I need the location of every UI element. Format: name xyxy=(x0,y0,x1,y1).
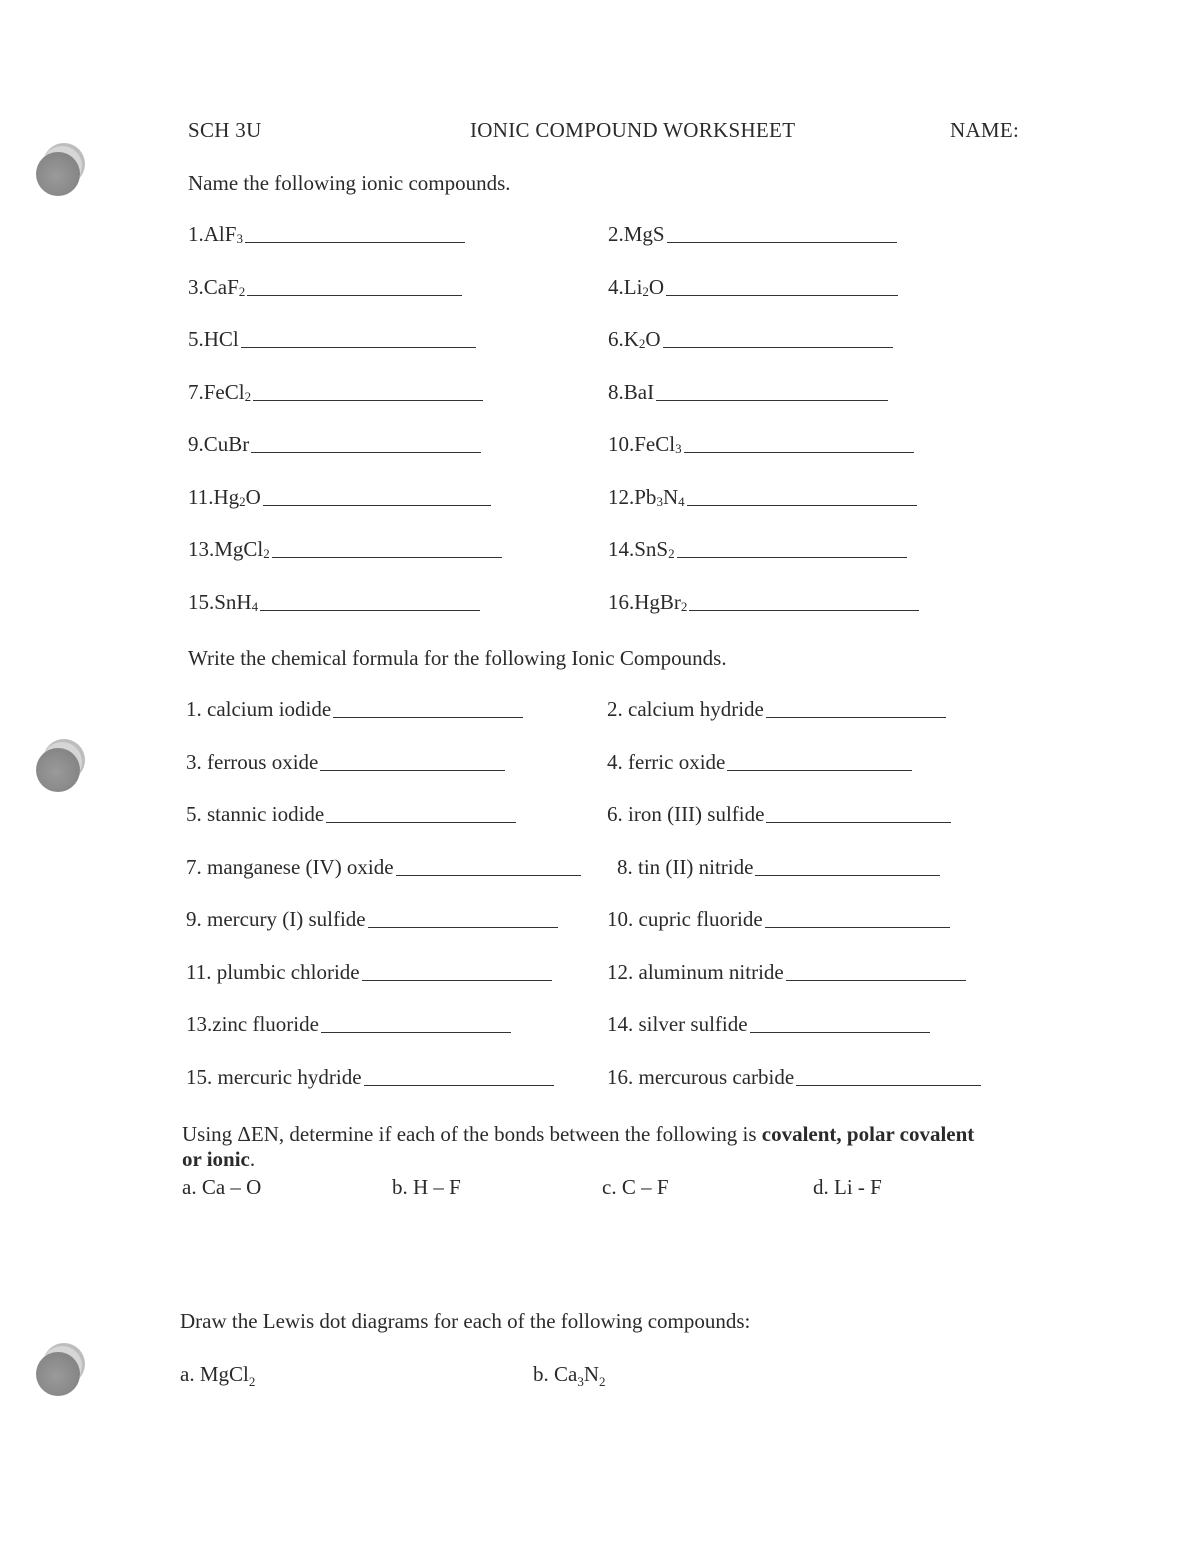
compound-name: 9. mercury (I) sulfide xyxy=(186,907,366,931)
answer-blank[interactable] xyxy=(765,926,950,928)
compound-name: 3. ferrous oxide xyxy=(186,749,319,774)
element-symbol: HgBr xyxy=(634,589,681,614)
binder-hole-middle xyxy=(36,748,80,792)
formula-text: CuBr xyxy=(203,432,250,456)
element-symbol: O xyxy=(645,327,661,351)
answer-blank[interactable] xyxy=(796,1084,981,1086)
binder-hole-top xyxy=(36,152,80,196)
compound-name: 12. aluminum nitride xyxy=(607,959,784,984)
answer-blank[interactable] xyxy=(263,504,491,506)
compound-item-16 xyxy=(608,590,919,615)
subscript: 2 xyxy=(244,388,252,404)
section2-instruction: Write the chemical formula for the following Ionic Compounds. xyxy=(188,646,727,670)
element-symbol: FeCl xyxy=(634,432,676,456)
worksheet-title: IONIC COMPOUND WORKSHEET xyxy=(470,118,796,142)
compound-item-13 xyxy=(188,537,502,562)
formula-text: BaI xyxy=(623,379,655,404)
formula-item-5 xyxy=(186,802,516,827)
element-symbol: F xyxy=(227,274,239,299)
answer-blank[interactable] xyxy=(247,294,462,296)
answer-blank[interactable] xyxy=(786,979,966,981)
answer-blank[interactable] xyxy=(245,241,465,243)
lewis-b-subscript-1: 3 xyxy=(577,1374,584,1390)
compound-name: 6. iron (III) sulfide xyxy=(607,802,765,826)
compound-item-7 xyxy=(188,380,483,405)
compound-item-8 xyxy=(608,380,888,405)
item-number: 15. xyxy=(188,589,215,614)
section1-instruction: Name the following ionic compounds. xyxy=(188,171,511,195)
formula-item-12 xyxy=(607,960,966,985)
formula-item-6 xyxy=(607,802,951,827)
formula-item-3 xyxy=(186,750,505,775)
subscript: 3 xyxy=(675,441,682,456)
formula-item-14 xyxy=(607,1012,930,1037)
element-symbol: O xyxy=(648,274,665,299)
compound-name: 14. silver sulfide xyxy=(607,1012,748,1036)
item-number: 2. xyxy=(608,222,624,246)
element-symbol: Li xyxy=(623,274,643,299)
compound-item-5 xyxy=(188,327,476,352)
lewis-b-subscript-2: 2 xyxy=(599,1374,606,1390)
compound-item-3 xyxy=(188,275,462,300)
answer-blank[interactable] xyxy=(253,399,483,401)
binder-hole-bottom xyxy=(36,1352,80,1396)
element-symbol: Pb xyxy=(634,484,657,509)
item-number: 3. xyxy=(188,274,204,299)
course-code: SCH 3U xyxy=(188,118,262,142)
element-symbol: Ca xyxy=(203,274,228,299)
element-symbol: N xyxy=(662,484,679,509)
lewis-a xyxy=(180,1362,255,1390)
item-number: 9. xyxy=(188,432,204,456)
formula-item-15 xyxy=(186,1065,554,1090)
element-symbol: Al xyxy=(203,222,225,246)
section3-instruction-end: . xyxy=(249,1147,256,1171)
formula-item-16 xyxy=(607,1065,981,1090)
answer-blank[interactable] xyxy=(362,979,552,981)
compound-name: 1. calcium iodide xyxy=(186,697,332,721)
element-symbol: SnS xyxy=(634,537,669,561)
answer-blank[interactable] xyxy=(396,874,581,876)
subscript: 2 xyxy=(668,546,675,561)
section4-instruction: Draw the Lewis dot diagrams for each of the following compounds: xyxy=(180,1309,751,1333)
answer-blank[interactable] xyxy=(326,821,516,823)
answer-blank[interactable] xyxy=(750,1031,930,1033)
lewis-b-label: b. xyxy=(533,1362,554,1386)
answer-blank[interactable] xyxy=(260,609,480,611)
answer-blank[interactable] xyxy=(766,716,946,718)
formula-item-13 xyxy=(186,1012,511,1037)
compound-item-15 xyxy=(188,590,480,615)
lewis-b-symbol-2: N xyxy=(583,1362,599,1386)
answer-blank[interactable] xyxy=(663,346,893,348)
answer-blank[interactable] xyxy=(755,874,940,876)
lewis-a-label: a. xyxy=(180,1362,200,1386)
compound-name: 4. ferric oxide xyxy=(607,749,726,774)
compound-item-1 xyxy=(188,222,465,247)
formula-item-7 xyxy=(186,855,581,880)
subscript: 2 xyxy=(263,546,270,561)
item-number: 6. xyxy=(608,327,624,351)
item-number: 13. xyxy=(188,537,215,561)
item-number: 7. xyxy=(188,379,204,404)
answer-blank[interactable] xyxy=(272,556,502,558)
element-symbol: O xyxy=(245,484,261,509)
formula-item-1 xyxy=(186,697,523,722)
compound-name: 7. manganese (IV) oxide xyxy=(186,854,394,879)
compound-name: 13.zinc fluoride xyxy=(186,1012,319,1036)
formula-item-8 xyxy=(617,855,940,880)
section3-instruction xyxy=(182,1122,982,1172)
answer-blank[interactable] xyxy=(368,926,558,928)
formula-text: HCl xyxy=(203,327,239,351)
compound-item-12 xyxy=(608,485,917,510)
name-label: NAME: xyxy=(950,118,1020,142)
element-symbol: MgCl xyxy=(214,537,264,561)
answer-blank[interactable] xyxy=(364,1084,554,1086)
item-number: 14. xyxy=(608,537,635,561)
bond-a: a. Ca – O xyxy=(182,1175,262,1199)
formula-item-2 xyxy=(607,697,946,722)
section3-instruction-text: Using ΔEN, determine if each of the bonds between the following is xyxy=(182,1122,762,1146)
compound-item-10 xyxy=(608,432,914,457)
answer-blank[interactable] xyxy=(333,716,523,718)
subscript: 4 xyxy=(678,493,685,509)
answer-blank[interactable] xyxy=(320,769,505,771)
answer-blank[interactable] xyxy=(656,399,888,401)
lewis-a-subscript: 2 xyxy=(248,1374,256,1390)
compound-item-4 xyxy=(608,275,898,300)
answer-blank[interactable] xyxy=(684,451,914,453)
compound-item-9 xyxy=(188,432,481,457)
formula-item-10 xyxy=(607,907,950,932)
formula-text: MgS xyxy=(623,222,665,246)
compound-item-11 xyxy=(188,485,491,510)
answer-blank[interactable] xyxy=(667,241,897,243)
compound-name: 10. cupric fluoride xyxy=(607,907,763,931)
compound-name: 8. tin (II) nitride xyxy=(617,854,754,879)
element-symbol: SnH xyxy=(214,589,252,614)
item-number: 11. xyxy=(188,484,214,509)
subscript: 2 xyxy=(638,336,646,351)
answer-blank[interactable] xyxy=(666,294,898,296)
subscript: 3 xyxy=(236,231,243,246)
lewis-b xyxy=(533,1362,606,1390)
answer-blank[interactable] xyxy=(251,451,481,453)
compound-item-2 xyxy=(608,222,897,247)
formula-item-4 xyxy=(607,750,912,775)
subscript: 2 xyxy=(680,598,688,614)
answer-blank[interactable] xyxy=(321,1031,511,1033)
compound-name: 5. stannic iodide xyxy=(186,802,325,826)
compound-name: 16. mercurous carbide xyxy=(607,1064,795,1089)
subscript: 2 xyxy=(239,493,246,509)
item-number: 12. xyxy=(608,484,635,509)
answer-blank[interactable] xyxy=(241,346,476,348)
answer-blank[interactable] xyxy=(727,769,912,771)
compound-name: 11. plumbic chloride xyxy=(186,959,360,984)
item-number: 8. xyxy=(608,379,624,404)
bond-c: c. C – F xyxy=(602,1175,669,1199)
item-number: 10. xyxy=(608,432,635,456)
subscript: 3 xyxy=(656,493,663,509)
element-symbol: Hg xyxy=(213,484,240,509)
subscript: 4 xyxy=(251,598,259,614)
element-symbol: FeCl xyxy=(203,379,245,404)
answer-blank[interactable] xyxy=(689,609,919,611)
subscript: 2 xyxy=(642,283,649,299)
bond-d: d. Li - F xyxy=(813,1175,882,1199)
item-number: 1. xyxy=(188,222,204,246)
compound-name: 2. calcium hydride xyxy=(607,697,764,721)
formula-item-11 xyxy=(186,960,552,985)
answer-blank[interactable] xyxy=(687,504,917,506)
element-symbol: K xyxy=(623,327,639,351)
item-number: 5. xyxy=(188,327,204,351)
item-number: 4. xyxy=(608,274,624,299)
answer-blank[interactable] xyxy=(677,556,907,558)
lewis-b-symbol-1: Ca xyxy=(554,1362,578,1386)
compound-item-6 xyxy=(608,327,893,352)
compound-name: 15. mercuric hydride xyxy=(186,1064,362,1089)
section3-instruction-bold: covalent, polar covalent or ionic xyxy=(182,1122,975,1171)
bond-b: b. H – F xyxy=(392,1175,461,1199)
answer-blank[interactable] xyxy=(766,821,951,823)
formula-item-9 xyxy=(186,907,558,932)
item-number: 16. xyxy=(608,589,635,614)
lewis-a-symbol: MgCl xyxy=(199,1362,249,1386)
element-symbol: F xyxy=(224,222,237,246)
compound-item-14 xyxy=(608,537,907,562)
subscript: 2 xyxy=(238,283,246,299)
